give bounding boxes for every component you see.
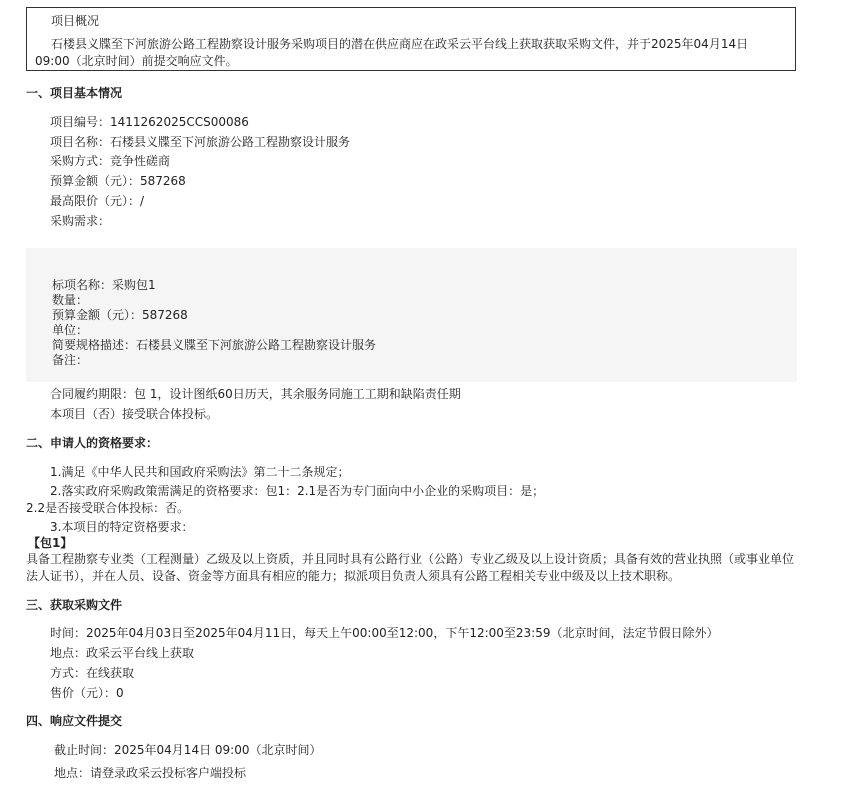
qualification-item-3: 3.本项目的特定资格要求： <box>50 520 194 534</box>
qualification-item-1: 1.满足《中华人民共和国政府采购法》第二十二条规定； <box>50 465 350 479</box>
overview-text: 石楼县义牒至下河旅游公路工程勘察设计服务采购项目的潜在供应商应在政采云平台线上获取获取采购文件，并于2025年04月14日 09:00（北京时间）前提交响应文件。 <box>35 37 749 68</box>
section4-heading: 四、响应文件提交 <box>26 714 123 728</box>
package-name: 标项名称：采购包1 <box>52 278 156 292</box>
procurement-demand: 采购需求： <box>50 214 111 228</box>
project-number: 项目编号：1411262025CCS00086 <box>50 115 249 129</box>
package-remark: 备注： <box>52 353 89 367</box>
overview-title: 项目概况 <box>51 14 100 28</box>
qualification-item-2: 2.落实政府采购政策需满足的资格要求：包1：2.1是否为专门面向中小企业的采购项目：是； <box>50 484 545 498</box>
section1-heading: 一、项目基本情况 <box>26 86 123 100</box>
section2-heading: 二、申请人的资格要求： <box>26 436 159 450</box>
acquire-price: 售价（元）：0 <box>50 686 124 700</box>
project-name: 项目名称：石楼县义牒至下河旅游公路工程勘察设计服务 <box>50 135 351 149</box>
package-budget: 预算金额（元）：587268 <box>52 308 188 322</box>
max-price: 最高限价（元）：/ <box>50 194 145 208</box>
budget-amount: 预算金额（元）：587268 <box>50 174 186 188</box>
project-overview-box <box>26 7 796 71</box>
submission-deadline: 截止时间：2025年04月14日 09:00（北京时间） <box>54 743 322 757</box>
acquire-time: 时间：2025年04月03日至2025年04月11日，每天上午00:00至12:00，下午12:00至23:59（北京时间，法定节假日除外） <box>50 626 719 640</box>
acquire-place: 地点：政采云平台线上获取 <box>50 646 195 660</box>
acquire-method: 方式：在线获取 <box>50 666 135 680</box>
package-1-requirements: 具备工程勘察专业类（工程测量）乙级及以上资质，并且同时具有公路行业（公路）专业乙级及以上设计资质；具备有效的营业执照（或事业单位法人证书），并在人员、设备、资金等方面具有相应的能力；拟派项目负责人须具有公路工程相关专业中级及以上技术职称。 <box>26 552 795 583</box>
section3-heading: 三、获取采购文件 <box>26 598 123 612</box>
submission-place: 地点：请登录政采云投标客户端投标 <box>54 766 247 780</box>
package-unit: 单位： <box>52 323 89 337</box>
package-info-box <box>26 248 797 382</box>
qualification-item-2-2: 2.2是否接受联合体投标：否。 <box>26 501 190 515</box>
consortium-note: 本项目（否）接受联合体投标。 <box>50 407 219 421</box>
procurement-method: 采购方式：竞争性磋商 <box>50 154 171 168</box>
package-1-label: 【包1】 <box>28 536 73 550</box>
contract-period: 合同履约期限：包 1，设计图纸60日历天，其余服务同施工工期和缺陷责任期 <box>50 387 461 401</box>
package-quantity: 数量： <box>52 293 89 307</box>
package-spec: 简要规格描述：石楼县义牒至下河旅游公路工程勘察设计服务 <box>52 338 377 352</box>
